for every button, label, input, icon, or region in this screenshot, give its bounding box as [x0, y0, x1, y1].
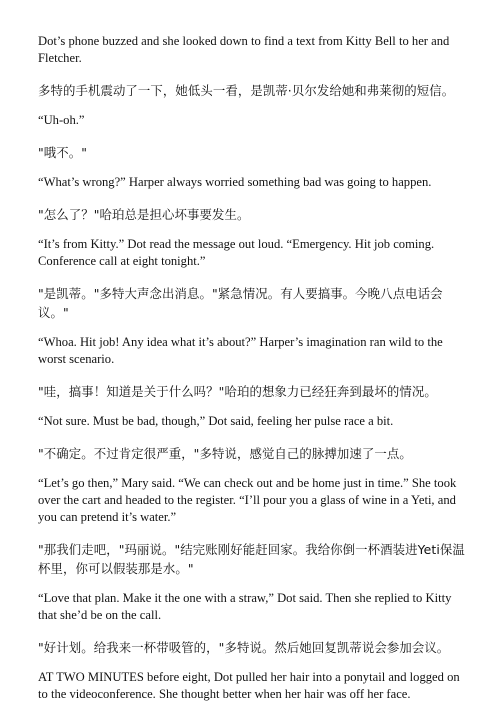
paragraph-zh: "怎么了？"哈珀总是担心坏事要发生。 — [38, 207, 250, 222]
paragraph-zh: "不确定。不过肯定很严重，"多特说，感觉自己的脉搏加速了一点。 — [38, 446, 412, 461]
paragraph-en: “Not sure. Must be bad, though,” Dot said, feeling her pulse race a bit. — [38, 414, 394, 428]
paragraph-zh: "是凯蒂。"多特大声念出消息。"紧急情况。有人要搞事。今晚八点电话会议。" — [38, 286, 443, 320]
paragraph-en: Dot’s phone buzzed and she looked down to find a text from Kitty Bell to her and Fletcher. — [38, 34, 450, 65]
paragraph-en: “Let’s go then,” Mary said. “We can check out and be home just in time.” She took over the cart and headed to the register. “I’ll pour you a glass of wine in a Yeti, and you can pretend it’s water.” — [38, 476, 457, 524]
paragraph-en: “What’s wrong?” Harper always worried something bad was going to happen. — [38, 175, 432, 189]
paragraph-en: “Love that plan. Make it the one with a straw,” Dot said. Then she replied to Kitty that she’d be on the call. — [38, 591, 452, 622]
paragraph-en: “It’s from Kitty.” Dot read the message out loud. “Emergency. Hit job coming. Conference call at eight tonight.” — [38, 237, 435, 268]
paragraph-zh: "好计划。给我来一杯带吸管的，"多特说。然后她回复凯蒂说会参加会议。 — [38, 640, 450, 655]
paragraph-zh: 多特的手机震动了一下，她低头一看，是凯蒂·贝尔发给她和弗莱彻的短信。 — [38, 83, 455, 98]
paragraph-zh: "那我们走吧，"玛丽说。"结完账刚好能赶回家。我给你倒一杯酒装进Yeti保温杯里，你可以假装那是水。" — [38, 542, 465, 576]
paragraph-en: “Whoa. Hit job! Any idea what it’s about?” Harper’s imagination ran wild to the worst scenario. — [38, 335, 443, 366]
paragraph-en: AT TWO MINUTES before eight, Dot pulled her hair into a ponytail and logged on to the videoconference. She thought better when her hair was off her face. — [38, 670, 460, 701]
paragraph-zh: "哇，搞事！知道是关于什么吗？"哈珀的想象力已经狂奔到最坏的情况。 — [38, 384, 437, 399]
paragraph-zh: "哦不。" — [38, 145, 88, 160]
paragraph-en: “Uh-oh.” — [38, 113, 85, 127]
document-page — [38, 33, 466, 717]
